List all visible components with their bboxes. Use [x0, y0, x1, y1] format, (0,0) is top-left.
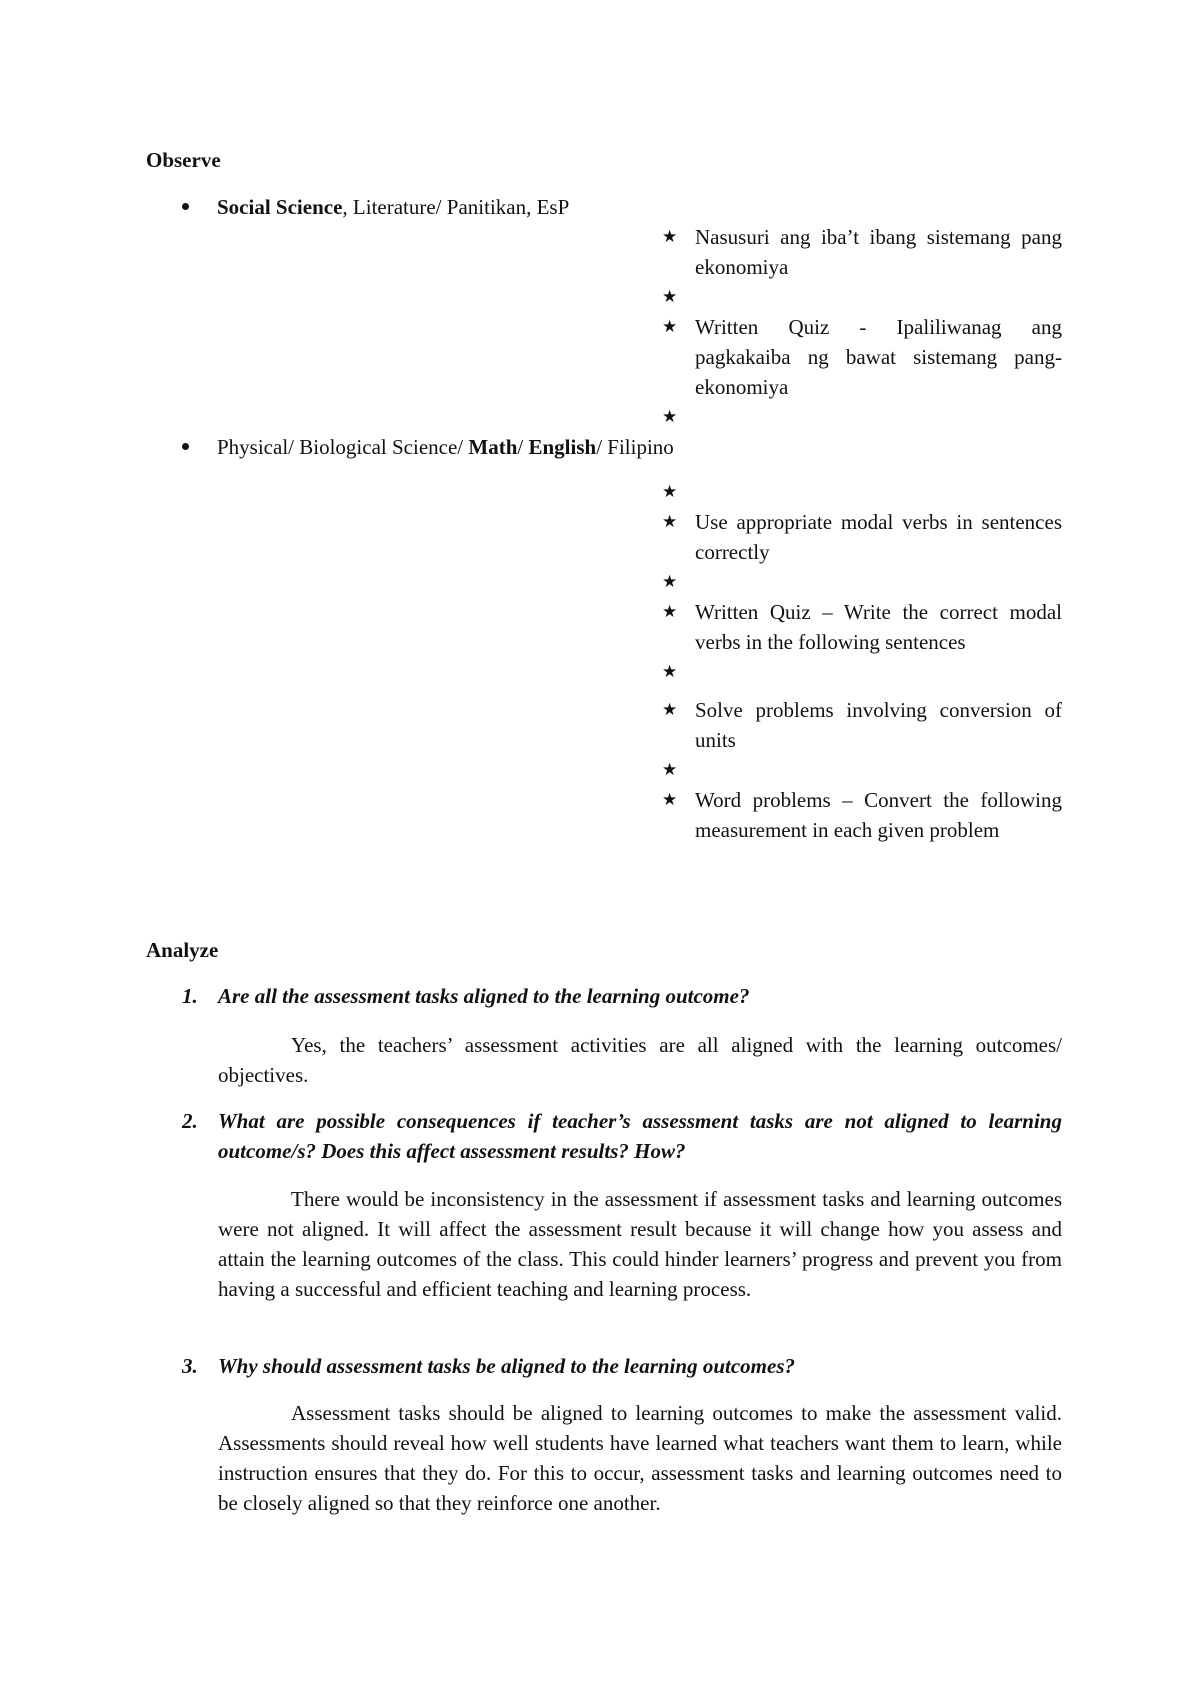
star-item: [662, 785, 1062, 845]
star-icon: ★: [662, 407, 678, 426]
math-bold: Math: [468, 435, 518, 459]
question-3: [182, 1351, 1062, 1381]
bullet-text: [217, 432, 674, 462]
star-item: [662, 507, 1062, 567]
star-icon: ★: [662, 287, 678, 306]
star-item-text: Solve problems involving conversion of units: [695, 698, 1062, 752]
star-icon: ★: [662, 317, 678, 336]
physical-science-text: Physical/ Biological Science/: [217, 435, 469, 459]
star-item: [662, 222, 1062, 282]
bullet-physical-science: [182, 432, 674, 462]
question-number: 2.: [182, 1109, 198, 1133]
star-icon: ★: [662, 602, 678, 621]
star-item-text: Written Quiz - Ipaliliwanag ang pagkakaiba ng bawat sistemang pang-ekonomiya: [695, 315, 1062, 399]
math-english-star-list: [662, 477, 1062, 845]
question-text: Are all the assessment tasks aligned to the learning outcome?: [218, 984, 750, 1008]
question-text: Why should assessment tasks be aligned to the learning outcomes?: [218, 1354, 795, 1378]
star-icon: ★: [662, 700, 678, 719]
star-item-text: Word problems – Convert the following measurement in each given problem: [695, 788, 1062, 842]
star-item-text: Written Quiz – Write the correct modal verbs in the following sentences: [695, 600, 1062, 654]
bullet-text: [217, 192, 569, 222]
star-icon: ★: [662, 662, 678, 681]
social-science-star-list: [662, 222, 1062, 432]
star-item-text: Nasusuri ang iba’t ibang sistemang pang ekonomiya: [695, 225, 1062, 279]
star-icon: ★: [662, 227, 678, 246]
observe-heading: Observe: [146, 148, 221, 172]
question-1: [182, 981, 1062, 1011]
star-item: [662, 477, 1062, 507]
star-item-text: Use appropriate modal verbs in sentences correctly: [695, 510, 1062, 564]
star-icon: ★: [662, 760, 678, 779]
bullet-dot-icon: [182, 203, 189, 210]
star-item: [662, 567, 1062, 597]
answer-2: There would be inconsistency in the assessment if assessment tasks and learning outcomes were not aligned. It will affect the assessment result because it will change how you assess and attain the learning outcomes of the class. This could hinder learners’ progress and prevent you from having a successful and efficient teaching and learning process.: [218, 1187, 1062, 1301]
star-icon: ★: [662, 512, 678, 531]
social-science-bold: Social Science: [217, 195, 343, 219]
question-number: 1.: [182, 984, 198, 1008]
analyze-heading: Analyze: [146, 938, 219, 962]
question-number: 3.: [182, 1354, 198, 1378]
answer-3: Assessment tasks should be aligned to learning outcomes to make the assessment valid. Assessments should reveal how well students have learned what teachers want them to learn, while instruction ensures that they do. For this to occur, assessment tasks and learning outcomes need to be closely aligned so that they reinforce one another.: [218, 1401, 1062, 1515]
star-item: [662, 282, 1062, 312]
star-item: [662, 755, 1062, 785]
star-item: [662, 402, 1062, 432]
star-icon: ★: [662, 572, 678, 591]
star-icon: ★: [662, 790, 678, 809]
star-item: [662, 312, 1062, 402]
separator-text: /: [517, 435, 529, 459]
bullet-dot-icon: [182, 443, 189, 450]
star-item: [662, 597, 1062, 657]
filipino-text: / Filipino: [596, 435, 674, 459]
english-bold: English: [528, 435, 597, 459]
star-item: [662, 657, 1062, 687]
question-2: [182, 1106, 1062, 1166]
star-item: [662, 695, 1062, 755]
star-icon: ★: [662, 482, 678, 501]
answer-1: Yes, the teachers’ assessment activities are all aligned with the learning outcomes/ objectives.: [218, 1033, 1062, 1087]
question-text: What are possible consequences if teacher’s assessment tasks are not aligned to learning outcome/s? Does this affect assessment results? How?: [218, 1109, 1062, 1163]
bullet-social-science: [182, 192, 569, 222]
social-science-rest: , Literature/ Panitikan, EsP: [342, 195, 570, 219]
